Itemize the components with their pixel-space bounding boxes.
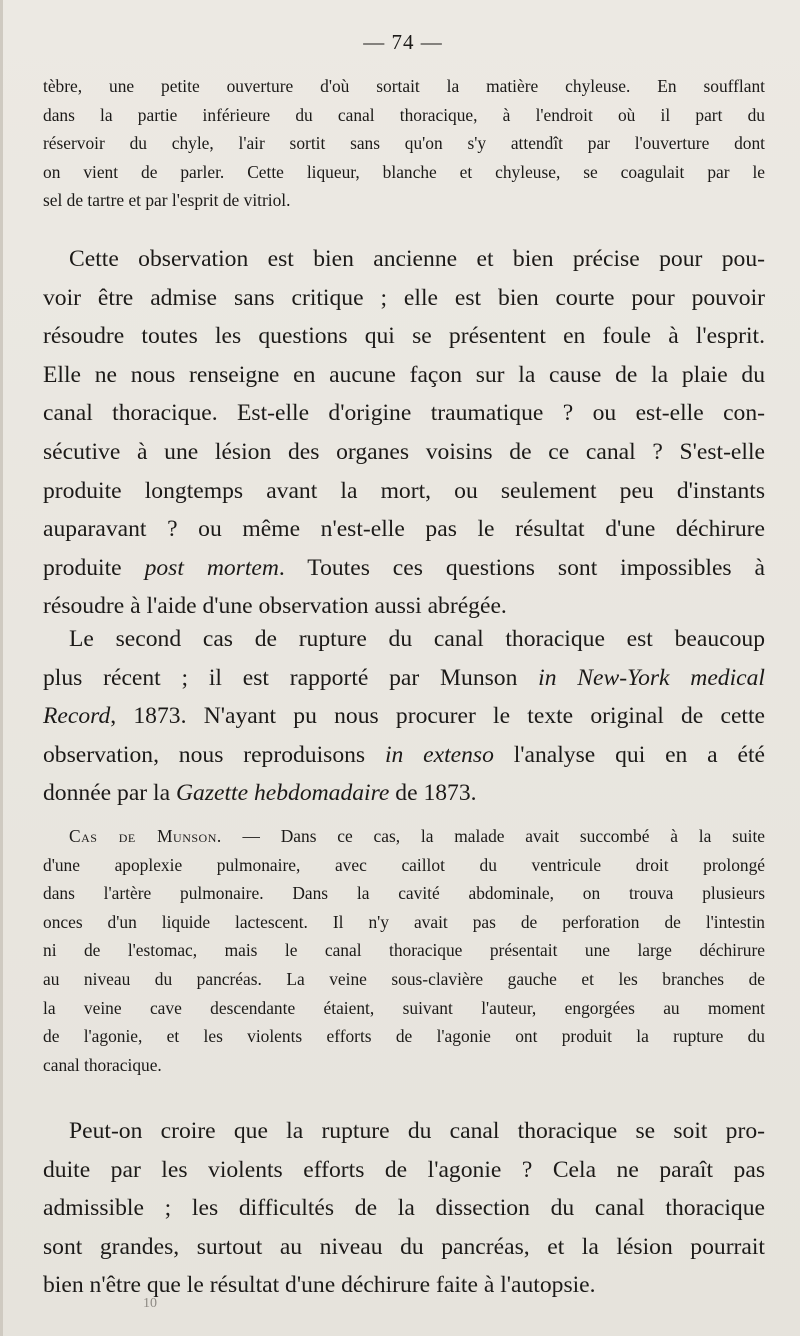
text-fragment: produite — [43, 554, 145, 581]
text-line: au niveau du pancréas. La veine sous-clavière gauche et les branches de — [43, 968, 765, 989]
text-line: canal thoracique. Est-elle d'origine traumatique ? ou est-elle con- — [43, 400, 765, 427]
text-line: résoudre à l'aide d'une observation aussi abrégée. — [43, 593, 507, 620]
text-line: bien n'être que le résultat d'une déchirure faite à l'autopsie. — [43, 1272, 596, 1299]
text-fragment: de 1873. — [389, 780, 477, 807]
text-line: dans la partie inférieure du canal thoracique, à l'endroit où il part du — [43, 104, 765, 125]
text-line: résoudre toutes les questions qui se présentent en foule à l'esprit. — [43, 323, 765, 350]
text-line: Peut-on croire que la rupture du canal thoracique se soit pro- — [69, 1118, 765, 1144]
text-line — [43, 659, 765, 698]
text-line: onces d'un liquide lactescent. Il n'y avait pas de perforation de l'intestin — [43, 911, 765, 932]
text-line: sécutive à une lésion des organes voisins de ce canal ? S'est-elle — [43, 438, 765, 465]
text-fragment: l'analyse qui en a été — [493, 741, 765, 768]
signature-mark: 10 — [143, 1296, 157, 1311]
text-fragment: donnée par la — [43, 780, 176, 807]
text-line — [43, 697, 765, 736]
text-fragment: — Dans ce cas, la malade avait succombé à la suite — [221, 826, 766, 846]
munson-case-paragraph — [43, 822, 765, 1079]
italic-term: in extenso — [384, 741, 494, 768]
text-line: duite par les violents efforts de l'agonie ? Cela ne paraît pas — [43, 1156, 765, 1183]
italic-term: in New-York medical — [538, 664, 765, 691]
text-line: réservoir du chyle, l'air sortit sans qu'on s'y attendît par l'ouverture dont — [43, 133, 765, 154]
text-line: la veine cave descendante étaient, suivant l'auteur, engorgées au moment — [43, 997, 765, 1018]
text-line: voir être admise sans critique ; elle est bien courte pour pouvoir — [43, 284, 765, 311]
text-fragment: plus récent ; il est rapporté par Munson — [43, 664, 539, 691]
text-fragment: , 1873. N'ayant pu nous procurer le texte original de cette — [110, 703, 765, 730]
text-line: Le second cas de rupture du canal thoracique est beaucoup — [69, 626, 765, 652]
text-line — [43, 774, 765, 813]
text-line: ni de l'estomac, mais le canal thoracique présentait une large déchirure — [43, 940, 765, 961]
italic-term: Gazette hebdomadaire — [175, 780, 390, 807]
text-line: d'une apoplexie pulmonaire, avec caillot du ventricule droit prolongé — [43, 854, 765, 875]
text-line: de l'agonie, et les violents efforts de l'agonie ont produit la rupture du — [43, 1026, 765, 1047]
case-heading: Cas de Munson. — [69, 826, 222, 846]
text-line: Elle ne nous renseigne en aucune façon sur la cause de la plaie du — [43, 361, 765, 388]
text-line: dans l'artère pulmonaire. Dans la cavité abdominale, on trouva plusieurs — [43, 883, 765, 904]
text-line: admissible ; les difficultés de la dissection du canal thoracique — [43, 1195, 765, 1222]
text-line: sont grandes, surtout au niveau du pancréas, et la lésion pourrait — [43, 1233, 765, 1260]
text-line: canal thoracique. — [43, 1054, 162, 1075]
italic-term: Record — [43, 703, 111, 730]
observation-paragraph — [43, 240, 765, 626]
text-line: tèbre, une petite ouverture d'où sortait la matière chyleuse. En soufflant — [43, 76, 765, 96]
text-line — [43, 549, 765, 588]
conclusion-paragraph — [43, 1112, 765, 1305]
second-case-paragraph — [43, 620, 765, 813]
text-line: produite longtemps avant la mort, ou seulement peu d'instants — [43, 477, 765, 504]
page-number: — 74 — — [363, 30, 443, 54]
text-line — [43, 822, 765, 851]
text-fragment: . Toutes ces questions sont impossibles à — [278, 554, 765, 581]
text-line: Cette observation est bien ancienne et bien précise pour pou- — [69, 246, 765, 272]
text-line: auparavant ? ou même n'est-elle pas le résultat d'une déchirure — [43, 516, 765, 543]
text-line — [43, 736, 765, 775]
text-fragment: observation, nous reproduisons — [43, 741, 385, 768]
italic-term: post mortem — [144, 554, 279, 581]
citation-paragraph — [43, 72, 765, 215]
text-line: on vient de parler. Cette liqueur, blanche et chyleuse, se coagulait par le — [43, 161, 765, 182]
text-line: sel de tartre et par l'esprit de vitriol. — [43, 190, 291, 211]
